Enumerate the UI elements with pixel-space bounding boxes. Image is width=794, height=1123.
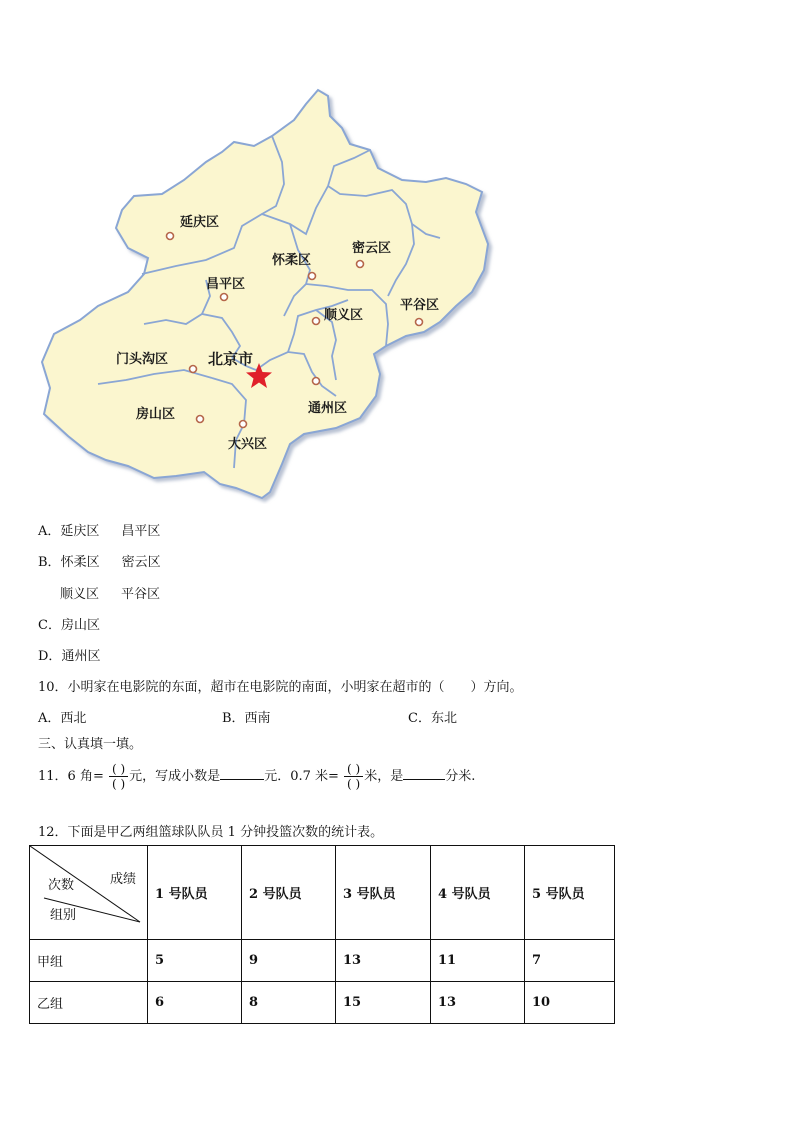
map-label-fangshan: 房山区 (136, 407, 176, 422)
fraction-denominator: ( ) (347, 777, 361, 791)
table-cell: 10 (525, 982, 615, 1024)
option-item: 房山区 (60, 618, 100, 633)
option-item: 密云区 (121, 555, 161, 570)
q11-part3: 米，是 (364, 769, 404, 784)
diagonal-header-cell (30, 846, 148, 940)
table-cell: 13 (336, 940, 431, 982)
option-letter: C． (38, 618, 61, 633)
table-cell: 15 (336, 982, 431, 1024)
fraction-blank[interactable] (344, 762, 363, 791)
map-label-yanqing: 延庆区 (180, 215, 220, 230)
q11-prefix: 11．6 角= (38, 769, 104, 784)
q9-option-b-continued (60, 583, 160, 602)
section-heading: 三、认真填一填。 (38, 737, 143, 752)
table-cell: 8 (242, 982, 336, 1024)
q9-option-d (38, 645, 100, 664)
table-cell: 7 (525, 940, 615, 982)
diagonal-lines (30, 846, 147, 940)
table-cell: 6 (148, 982, 242, 1024)
q10-option-a: A．西北 (38, 711, 87, 726)
option-item: 平谷区 (121, 587, 161, 602)
q11-part2: 元．0.7 米= (264, 769, 339, 784)
q9-option-b (38, 551, 161, 570)
table-cell: 9 (242, 940, 336, 982)
column-header: 5 号队员 (525, 846, 615, 940)
row-group-label: 乙组 (30, 982, 148, 1024)
fraction-numerator: ( ) (344, 762, 363, 777)
fraction-denominator: ( ) (111, 777, 126, 791)
q12-title: 12．下面是甲乙两组篮球队队员 1 分钟投篮次数的统计表。 (38, 825, 384, 840)
option-item: 通州区 (61, 649, 101, 664)
column-header: 3 号队员 (336, 846, 431, 940)
option-letter: B． (38, 555, 61, 570)
q10-option-c: C．东北 (408, 711, 457, 726)
header-score-label: 成绩 (110, 872, 137, 887)
q10-options (38, 707, 457, 726)
map-label-huairou: 怀柔区 (272, 253, 312, 268)
option-letter: D． (38, 649, 62, 664)
header-count-label: 次数 (48, 878, 75, 893)
q11-part4: 分米. (445, 769, 476, 784)
answer-blank[interactable] (220, 767, 264, 780)
fraction-blank[interactable] (109, 762, 128, 791)
map-label-beijing: 北京市 (208, 350, 254, 368)
option-item: 延庆区 (60, 524, 100, 539)
map-label-miyun: 密云区 (352, 241, 392, 256)
option-letter: A． (38, 524, 61, 539)
map-label-mentougou: 门头沟区 (116, 352, 169, 367)
option-item: 怀柔区 (60, 555, 100, 570)
table-cell: 11 (431, 940, 525, 982)
column-header: 2 号队员 (242, 846, 336, 940)
map-label-daxing: 大兴区 (228, 437, 268, 452)
map-label-changping: 昌平区 (206, 277, 246, 292)
row-group-label: 甲组 (30, 940, 148, 982)
column-header: 1 号队员 (148, 846, 242, 940)
header-group-label: 组别 (50, 908, 77, 923)
q11-line (38, 762, 475, 791)
map-label-tongzhou: 通州区 (308, 401, 348, 416)
q11-part1: 元，写成小数是 (129, 769, 221, 784)
table-row (30, 940, 615, 982)
table-cell: 13 (431, 982, 525, 1024)
beijing-district-map (36, 84, 512, 504)
table-cell: 5 (148, 940, 242, 982)
option-item: 昌平区 (121, 524, 161, 539)
q10-text: 10．小明家在电影院的东面，超市在电影院的南面，小明家在超市的（ ）方向。 (38, 680, 523, 695)
fraction-numerator: ( ) (109, 762, 128, 777)
map-label-pinggu: 平谷区 (400, 298, 440, 313)
q10-option-b: B．西南 (222, 711, 271, 726)
map-label-shunyi: 顺义区 (324, 308, 364, 323)
option-item: 顺义区 (60, 587, 100, 602)
table-row (30, 982, 615, 1024)
q9-option-a (38, 520, 160, 539)
column-header: 4 号队员 (431, 846, 525, 940)
basketball-stats-table (29, 845, 615, 1024)
table-header-row (30, 846, 615, 940)
q9-option-c (38, 614, 100, 633)
answer-blank[interactable] (403, 767, 445, 780)
